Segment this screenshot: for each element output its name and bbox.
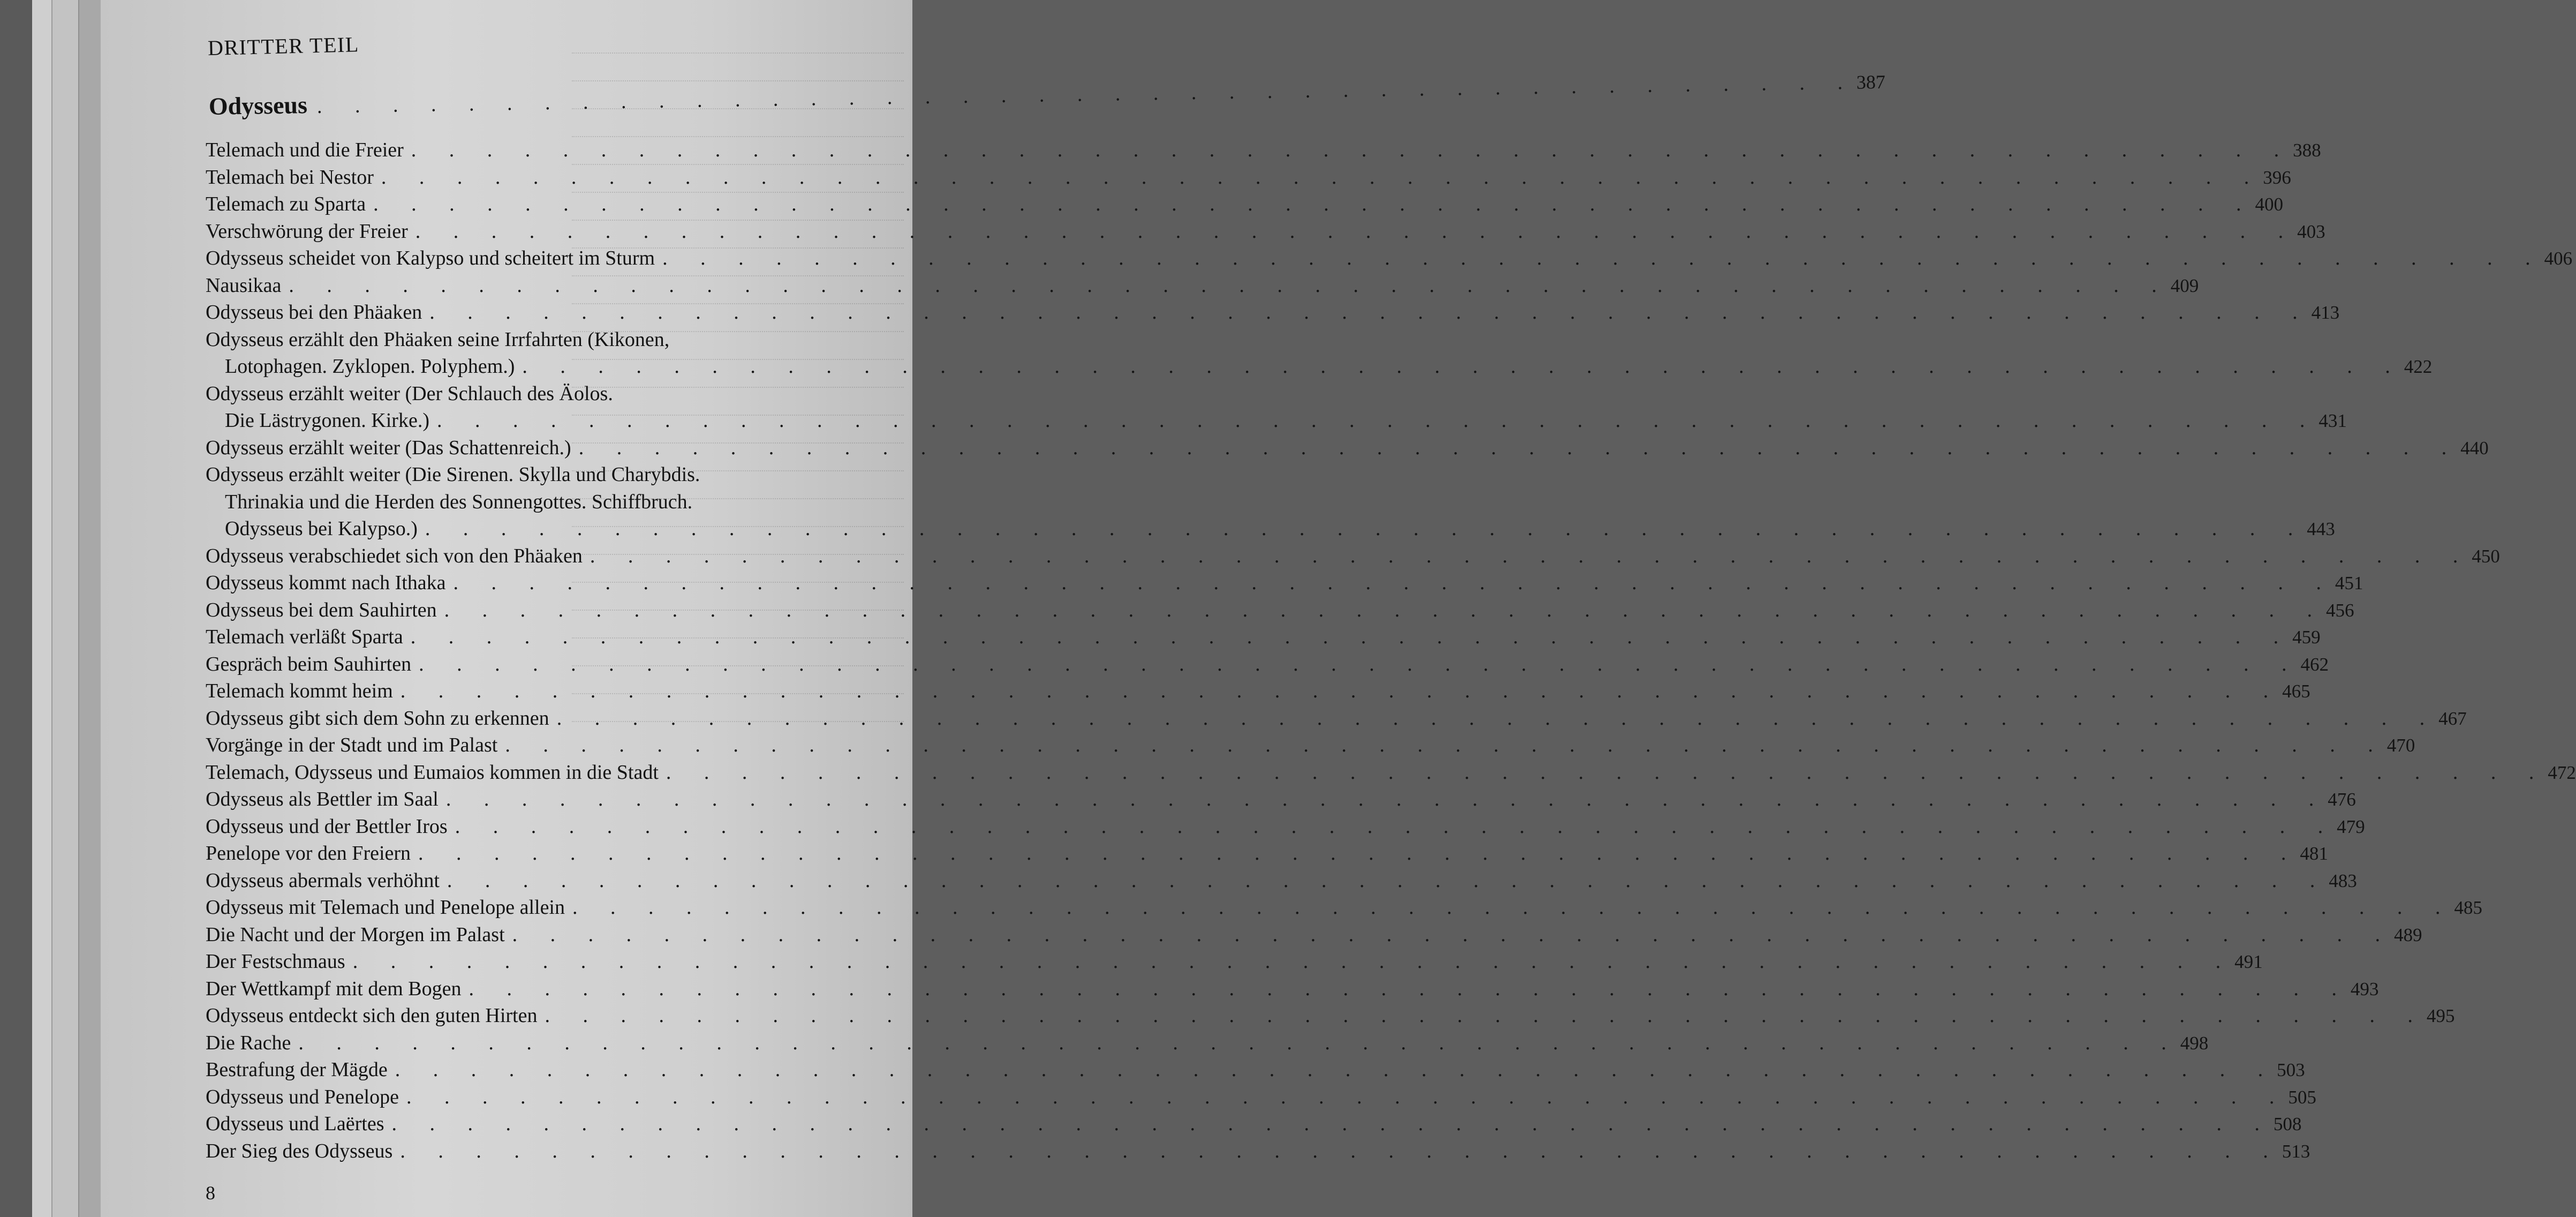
toc-page-number: 481 <box>2300 843 2329 864</box>
toc-entry <box>206 301 2340 328</box>
toc-entry <box>206 842 2329 869</box>
toc-entry-title: Der Wettkampf mit dem Bogen <box>206 977 462 1000</box>
toc-entry <box>206 382 981 409</box>
leader-dots: . . . . . . . . . . . . . . . . . . . . . . . . . . . . . . . . . . . . . . . . . . . . . . . . . . <box>512 923 2394 946</box>
toc-entry <box>206 220 2325 247</box>
toc-entry <box>206 1085 2316 1113</box>
toc-entry-continuation <box>206 355 2433 382</box>
toc-entry <box>206 166 2291 193</box>
toc-entry-title: Telemach kommt heim <box>206 680 393 702</box>
toc-page-number: 498 <box>2180 1032 2209 1054</box>
leader-dots: . . . . . . . . . . . . . . . . . . . . . . . . . . . . . . . . . . . . . . . . . . . . . . . . . . <box>572 896 2454 919</box>
leader-dots: . . . . . . . . . . . . . . . . . . . . . . . . . . . . . . . . . . . . . . . . . . . . . . . . . . <box>410 626 2293 648</box>
leader-dots: . . . . . . . . . . . . . . . . . . . . . . . . . . . . . . . . . . . . . . . . . . . . . . . . . . <box>298 1031 2180 1054</box>
toc-entry-title: Odysseus mit Telemach und Penelope allein <box>206 896 565 919</box>
toc-page-number: 495 <box>2426 1005 2455 1026</box>
toc-entry-title: Odysseus und der Bettler Iros <box>206 815 448 838</box>
toc-entry <box>206 436 2489 463</box>
leader-dots: . . . . . . . . . . . . . . . . . . . . . . . . . . . . . . . . . . . . . . . . . . . . . . . . . . <box>444 598 2326 621</box>
toc-page-number: 503 <box>2277 1060 2305 1080</box>
toc-page-number: 479 <box>2337 816 2365 837</box>
toc-page-number: 485 <box>2454 897 2482 918</box>
leader-dots: . . . . . . . . . . . . . . . . . . . . . . . . . . . . . . . . . . . . . . . . . . . . . . . . . . <box>425 517 2307 540</box>
leader-dots: . . . . . . . . . . . . . . . . . . . . . . . . . . . . . . . . . . . . . . . . . . . . . . . . . . <box>289 274 2171 297</box>
toc-entry-title: Telemach verläßt Sparta <box>206 626 403 648</box>
toc-entry-title: Odysseus scheidet von Kalypso und scheitert im Sturm <box>206 247 655 269</box>
leader-dots: . . . . . . . . . . . . . . . . . . . . . . . . . . . . . . . . . . . . . . . . . . . . . . . . . . <box>411 139 2293 161</box>
toc-entry <box>206 815 2365 842</box>
toc-entry-title: Odysseus entdeckt sich den guten Hirten <box>206 1004 538 1027</box>
toc-page-number: 462 <box>2300 653 2329 675</box>
toc-entry <box>206 328 981 355</box>
leader-dots: . . . . . . . . . . . . . . . . . . . . . . . . . . . . . . . . . . . . . . . . . . . . . . . . . . <box>455 815 2337 838</box>
toc-entry <box>206 707 2467 734</box>
toc-entry <box>206 896 2482 923</box>
book-page-stack-inner <box>52 0 79 1217</box>
toc-entry-title: Odysseus erzählt weiter (Der Schlauch des Äolos. <box>206 382 613 405</box>
book-edge-shadow <box>0 0 32 1217</box>
toc-page-number: 483 <box>2329 870 2357 891</box>
toc-page-number: 459 <box>2292 627 2321 648</box>
toc-entry <box>206 761 2576 788</box>
leader-dots: . . . . . . . . . . . . . . . . . . . . . . . . . . . . . . . . . . . . . . . . . . . . . . . . . . <box>400 1139 2282 1162</box>
leader-dots: . . . . . . . . . . . . . . . . . . . . . . . . . . . . . . . . . . . . . . . . . . . . . . . . . . <box>447 869 2329 892</box>
toc-entry-title: Odysseus als Bettler im Saal <box>206 788 439 810</box>
toc-entry-title: Die Nacht und der Morgen im Palast <box>206 923 505 946</box>
toc-entry-title: Telemach zu Sparta <box>206 193 366 215</box>
leader-dots: . . . . . . . . . . . . . . . . . . . . . . . . . . . . . . . . . . . . . . . . . . . . . . . . . . <box>429 301 2311 324</box>
leader-dots: . . . . . . . . . . . . . . . . . . . . . . . . . . . . . . . . . . . . . . . . . . . . . . . . . . <box>415 220 2298 243</box>
toc-entry-title: Odysseus bei Kalypso.) <box>225 517 418 540</box>
toc-entry <box>206 274 2199 301</box>
toc-entry <box>206 787 2356 815</box>
leader-dots: . . . . . . . . . . . . . . . . . . . . . . . . . . . . . . . . . . . . . . . . . <box>316 71 1857 118</box>
leader-dots: . . . . . . . . . . . . . . . . . . . . . . . . . . . . . . . . . . . . . . . . . . . . . . . . . . <box>352 950 2235 973</box>
toc-page-number: 451 <box>2335 573 2363 594</box>
toc-entry-title: Vorgänge in der Stadt und im Palast <box>206 734 498 756</box>
toc-entry-continuation <box>206 409 2347 436</box>
toc-entry-continuation <box>206 490 981 517</box>
toc-entry-title: Die Rache <box>206 1031 291 1054</box>
book-page-stack <box>32 0 52 1217</box>
book-gutter <box>79 0 101 1217</box>
toc-page-number: 443 <box>2307 519 2335 539</box>
toc-page-number: 406 <box>2544 248 2573 269</box>
leader-dots: . . . . . . . . . . . . . . . . . . . . . . . . . . . . . . . . . . . . . . . . . . . . . . . . . . <box>419 652 2301 675</box>
leader-dots: . . . . . . . . . . . . . . . . . . . . . . . . . . . . . . . . . . . . . . . . . . . . . . . . . . <box>662 247 2544 269</box>
toc-entry-title: Penelope vor den Freiern <box>206 842 411 865</box>
toc-page-number: 508 <box>2273 1114 2302 1135</box>
leader-dots: . . . . . . . . . . . . . . . . . . . . . . . . . . . . . . . . . . . . . . . . . . . . . . . . . . <box>505 734 2387 756</box>
toc-page-number: 470 <box>2386 735 2415 756</box>
section-heading <box>208 71 1886 130</box>
toc-entry <box>206 1004 2455 1031</box>
page-number: 8 <box>206 1182 215 1204</box>
toc-entry-title: Telemach und die Freier <box>206 139 404 161</box>
toc-page-number: 491 <box>2234 951 2263 972</box>
toc-entry <box>206 598 2354 626</box>
toc-page-number: 450 <box>2472 545 2500 567</box>
toc-entry <box>206 652 2329 680</box>
toc-page-number: 388 <box>2293 140 2321 161</box>
toc-entry-title: Odysseus kommt nach Ithaka <box>206 572 446 594</box>
leader-dots: . . . . . . . . . . . . . . . . . . . . . . . . . . . . . . . . . . . . . . . . . . . . . . . . . . <box>590 544 2472 567</box>
toc-entry-continuation <box>206 517 2335 544</box>
toc-entry-title: Bestrafung der Mägde <box>206 1058 388 1081</box>
toc-page-number: 400 <box>2255 194 2284 215</box>
leader-dots: . . . . . . . . . . . . . . . . . . . . . . . . . . . . . . . . . . . . . . . . . . . . . . . . . . <box>406 1085 2288 1108</box>
toc-entry-title: Telemach, Odysseus und Eumaios kommen in die Stadt <box>206 761 659 784</box>
toc-entry-title: Der Festschmaus <box>206 950 345 973</box>
toc-entry <box>206 869 2357 896</box>
toc-page-number: 489 <box>2394 924 2422 945</box>
toc-entry-title: Telemach bei Nestor <box>206 166 374 189</box>
leader-dots: . . . . . . . . . . . . . . . . . . . . . . . . . . . . . . . . . . . . . . . . . . . . . . . . . . <box>522 355 2404 378</box>
leader-dots: . . . . . . . . . . . . . . . . . . . . . . . . . . . . . . . . . . . . . . . . . . . . . . . . . . <box>373 193 2255 215</box>
part-title: DRITTER TEIL <box>207 32 360 60</box>
toc-entry <box>206 1112 2302 1139</box>
toc-entry <box>206 571 2363 598</box>
leader-dots: . . . . . . . . . . . . . . . . . . . . . . . . . . . . . . . . . . . . . . . . . . . . . . . . . . <box>395 1058 2277 1081</box>
leader-dots: . . . . . . . . . . . . . . . . . . . . . . . . . . . . . . . . . . . . . . . . . . . . . . . . . . <box>556 707 2439 730</box>
toc-entry <box>206 192 2284 220</box>
leader-dots: . . . . . . . . . . . . . . . . . . . . . . . . . . . . . . . . . . . . . . . . . . . . . . . . . . <box>381 166 2263 189</box>
leader-dots: . . . . . . . . . . . . . . . . . . . . . . . . . . . . . . . . . . . . . . . . . . . . . . . . . . <box>453 572 2336 594</box>
toc-entry-title: Odysseus bei den Phäaken <box>206 301 422 324</box>
toc-entry-title: Thrinakia und die Herden des Sonnengottes. Schiffbruch. <box>225 490 693 513</box>
toc-entry <box>206 246 2573 274</box>
section-title: Odysseus <box>208 91 308 120</box>
leader-dots: . . . . . . . . . . . . . . . . . . . . . . . . . . . . . . . . . . . . . . . . . . . . . . . . . . <box>418 842 2300 865</box>
toc-entry-title: Odysseus erzählt weiter (Die Sirenen. Skylla und Charybdis. <box>206 463 700 486</box>
toc-page-number: 409 <box>2170 275 2199 296</box>
leader-dots: . . . . . . . . . . . . . . . . . . . . . . . . . . . . . . . . . . . . . . . . . . . . . . . . . . <box>400 680 2283 702</box>
leader-dots: . . . . . . . . . . . . . . . . . . . . . . . . . . . . . . . . . . . . . . . . . . . . . . . . . . <box>445 788 2328 810</box>
toc-entry <box>206 138 2321 166</box>
toc-page-number: 396 <box>2263 167 2291 188</box>
leader-dots: . . . . . . . . . . . . . . . . . . . . . . . . . . . . . . . . . . . . . . . . . . . . . . . . . . <box>545 1004 2427 1027</box>
toc-page-number: 493 <box>2350 978 2379 1000</box>
toc-entry <box>206 950 2263 977</box>
toc-entry-title: Odysseus abermals verhöhnt <box>206 869 440 892</box>
toc-entry <box>206 733 2415 761</box>
toc-page-number: 513 <box>2282 1140 2310 1162</box>
toc-entry-title: Der Sieg des Odysseus <box>206 1139 393 1162</box>
toc-page <box>101 0 2576 1217</box>
toc-list <box>206 138 2576 1166</box>
toc-page-number: 467 <box>2438 708 2467 729</box>
toc-page-number: 403 <box>2297 221 2325 242</box>
leader-dots: . . . . . . . . . . . . . . . . . . . . . . . . . . . . . . . . . . . . . . . . . . . . . . . . . . <box>469 977 2351 1000</box>
toc-page-number: 465 <box>2282 681 2310 702</box>
toc-entry-title: Odysseus bei dem Sauhirten <box>206 598 437 621</box>
toc-entry <box>206 625 2321 652</box>
toc-entry <box>206 463 981 490</box>
toc-entry-title: Odysseus und Laërtes <box>206 1113 384 1135</box>
toc-entry <box>206 1139 2310 1167</box>
toc-entry-title: Odysseus gibt sich dem Sohn zu erkennen <box>206 707 549 730</box>
leader-dots: . . . . . . . . . . . . . . . . . . . . . . . . . . . . . . . . . . . . . . . . . . . . . . . . . . <box>437 409 2319 432</box>
toc-entry <box>206 1058 2305 1085</box>
leader-dots: . . . . . . . . . . . . . . . . . . . . . . . . . . . . . . . . . . . . . . . . . . . . . . . . . . <box>391 1113 2273 1135</box>
toc-entry-title: Nausikaa <box>206 274 282 297</box>
toc-entry-title: Odysseus verabschiedet sich von den Phäaken <box>206 544 583 567</box>
toc-entry <box>206 1031 2209 1058</box>
toc-entry-title: Lotophagen. Zyklopen. Polyphem.) <box>225 355 515 378</box>
toc-entry <box>206 544 2500 572</box>
toc-entry <box>206 977 2379 1004</box>
toc-entry-title: Odysseus erzählt den Phäaken seine Irrfahrten (Kikonen, <box>206 328 670 351</box>
toc-entry <box>206 679 2310 707</box>
leader-dots: . . . . . . . . . . . . . . . . . . . . . . . . . . . . . . . . . . . . . . . . . . . . . . . . . . <box>666 761 2548 784</box>
leader-dots: . . . . . . . . . . . . . . . . . . . . . . . . . . . . . . . . . . . . . . . . . . . . . . . . . . <box>578 436 2461 459</box>
toc-page-number: 456 <box>2326 599 2354 621</box>
toc-entry-title: Die Lästrygonen. Kirke.) <box>225 409 429 432</box>
toc-page-number: 505 <box>2288 1086 2316 1108</box>
toc-page-number: 440 <box>2460 437 2489 459</box>
toc-page-number: 422 <box>2404 356 2433 377</box>
toc-entry <box>206 923 2422 950</box>
toc-entry-title: Odysseus erzählt weiter (Das Schattenreich.) <box>206 436 571 459</box>
toc-page-number: 476 <box>2328 789 2356 810</box>
section-page-number: 387 <box>1856 71 1886 93</box>
toc-page-number: 472 <box>2548 762 2576 783</box>
toc-entry-title: Verschwörung der Freier <box>206 220 408 243</box>
toc-page-number: 431 <box>2318 410 2347 431</box>
toc-entry-title: Gespräch beim Sauhirten <box>206 652 412 675</box>
toc-entry-title: Odysseus und Penelope <box>206 1085 399 1108</box>
toc-page-number: 413 <box>2311 302 2340 323</box>
